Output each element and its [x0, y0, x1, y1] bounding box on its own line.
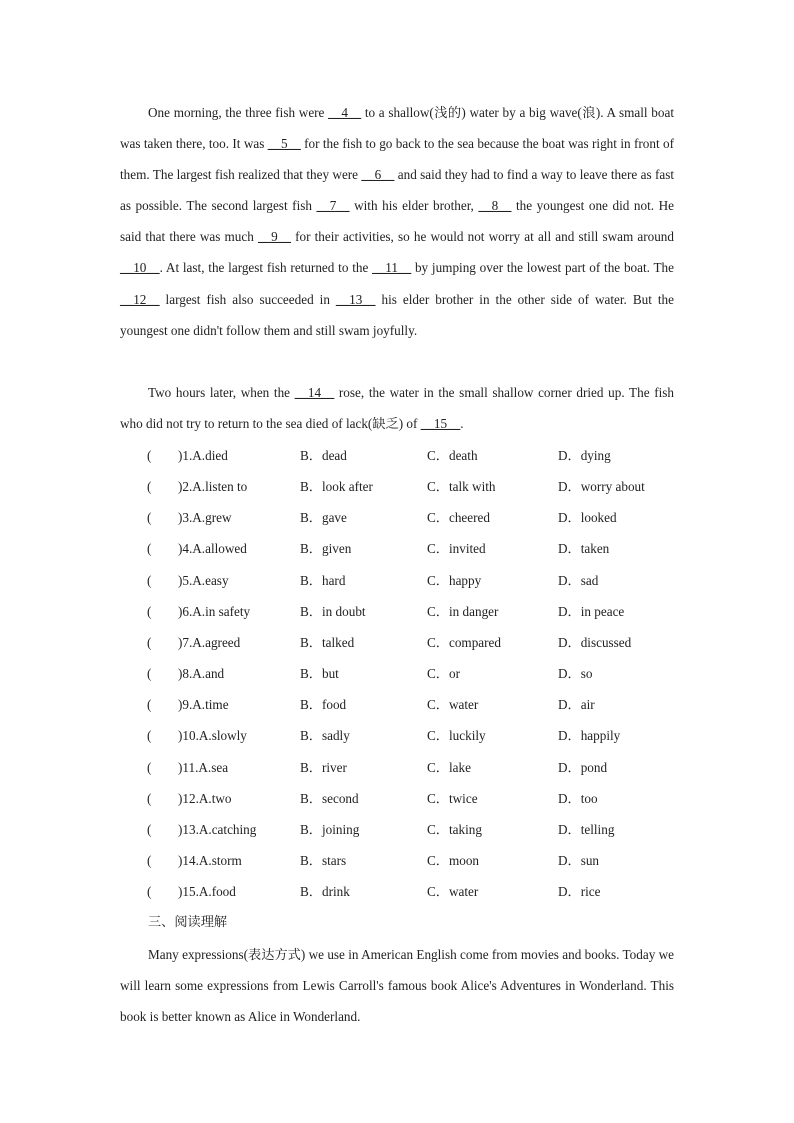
option-b: B．second — [300, 790, 359, 806]
option-d: D．air — [558, 697, 595, 713]
option-b: B．hard — [300, 572, 346, 588]
passage-text: with his elder brother, — [349, 198, 479, 214]
option-c: C．luckily — [427, 728, 486, 744]
question-row — [0, 851, 794, 871]
option-c: C．moon — [427, 852, 480, 868]
answer-paren: ( — [147, 510, 152, 526]
passage-text: to a shallow(浅的) water by a big wave(浪). A small boat was taken there, too. It was — [120, 105, 675, 152]
option-b: B．joining — [300, 821, 360, 837]
question-row — [0, 446, 794, 466]
answer-paren: ( — [147, 852, 152, 868]
blank-11: __11__ — [372, 260, 412, 276]
option-b: B．given — [300, 541, 352, 557]
question-row — [0, 477, 794, 497]
option-c: C．lake — [427, 759, 471, 775]
option-c: C．happy — [427, 572, 482, 588]
option-d: D．sad — [558, 572, 599, 588]
answer-paren: ( — [147, 572, 152, 588]
question-row — [0, 820, 794, 840]
option-b: B．look after — [300, 479, 373, 495]
option-d: D．rice — [558, 884, 601, 900]
question-row — [0, 758, 794, 778]
option-a: )6.A.in safety — [178, 603, 251, 619]
option-b: B．but — [300, 666, 339, 682]
reading-paragraph: Many expressions(表达方式) we use in American English come from movies and books. Today we will learn some expressions from Lewis Carroll's famous book Alice's Adventures in Wonderland. This book is better known as Alice in Wonderland. — [120, 947, 674, 1025]
blank-9: __9__ — [257, 229, 291, 245]
option-b: B．sadly — [300, 728, 350, 744]
passage-text: One morning, the three fish were — [148, 105, 329, 120]
passage-text: the youngest one did not. He said that there was much — [120, 198, 674, 245]
answer-paren: ( — [147, 759, 152, 775]
passage-text: for the fish to go back to the sea because the boat was right in front of them. The largest fish realized that they were — [120, 136, 674, 183]
option-d: D．worry about — [558, 479, 645, 495]
passage-text: rose, the water in the small shallow corner dried up. The fish who did not try to return to the sea died of lack(缺乏) of — [120, 385, 674, 432]
option-a: )13.A.catching — [178, 821, 257, 837]
passage-text: for their activities, so he would not worry at all and still swam around — [290, 229, 674, 245]
option-a: )10.A.slowly — [178, 728, 247, 744]
passage-text: by jumping over the lowest part of the boat. The — [411, 260, 674, 276]
option-c: C．death — [427, 448, 478, 463]
option-d: D．pond — [558, 759, 608, 775]
option-b: B．stars — [300, 852, 347, 868]
passage-text: . — [460, 416, 464, 432]
answer-paren: ( — [147, 603, 152, 619]
question-row — [0, 695, 794, 715]
blank-6: __6__ — [361, 167, 395, 183]
question-row — [0, 539, 794, 559]
option-d: D．too — [558, 790, 598, 806]
answer-paren: ( — [147, 697, 152, 713]
option-d: D．in peace — [558, 603, 625, 619]
option-d: D．telling — [558, 821, 615, 837]
option-b: B．dead — [300, 448, 347, 463]
option-c: C．twice — [427, 790, 478, 806]
answer-paren: ( — [147, 479, 152, 495]
question-row — [0, 633, 794, 653]
question-row — [0, 508, 794, 528]
question-row — [0, 664, 794, 684]
blank-8: __8__ — [478, 198, 512, 214]
answer-paren: ( — [147, 448, 152, 463]
option-a: )5.A.easy — [178, 572, 229, 588]
question-row — [0, 789, 794, 809]
option-d: D．dying — [558, 448, 611, 463]
option-c: C．cheered — [427, 510, 490, 526]
option-a: )9.A.time — [178, 697, 229, 713]
option-c: C．taking — [427, 821, 482, 837]
blank-12: __12__ — [120, 291, 160, 307]
answer-paren: ( — [147, 634, 152, 650]
answer-paren: ( — [147, 790, 152, 806]
answer-paren: ( — [147, 884, 152, 900]
blank-13: __13__ — [335, 291, 376, 307]
question-row — [0, 602, 794, 622]
passage-text: . At last, the largest fish returned to the — [159, 260, 373, 276]
option-b: B．in doubt — [300, 603, 366, 619]
option-c: C．compared — [427, 634, 501, 650]
option-b: B．talked — [300, 634, 355, 650]
blank-15: __15__ — [420, 416, 461, 432]
question-row — [0, 882, 794, 902]
option-a: )3.A.grew — [178, 510, 232, 526]
option-c: C．invited — [427, 541, 486, 557]
passage-text: and said they had to find a way to leave there as fast as possible. The second largest fish — [120, 167, 675, 214]
option-a: )11.A.sea — [178, 759, 229, 775]
answer-paren: ( — [147, 728, 152, 744]
blank-7: __7__ — [316, 198, 350, 214]
blank-5: __5__ — [267, 136, 301, 152]
option-c: C．talk with — [427, 479, 496, 495]
blank-4: __4__ — [328, 105, 362, 120]
passage-paragraph-2 — [120, 377, 674, 439]
option-a: )12.A.two — [178, 790, 232, 806]
section-heading: 三、阅读理解 — [148, 915, 228, 930]
option-c: C．water — [427, 697, 479, 713]
option-c: C．or — [427, 666, 460, 682]
blank-10: __10__ — [120, 260, 160, 276]
answer-paren: ( — [147, 666, 152, 682]
option-c: C．water — [427, 884, 479, 900]
option-d: D．sun — [558, 852, 600, 868]
option-c: C．in danger — [427, 603, 499, 619]
passage-text: his elder brother in the other side of water. But the youngest one didn't follow them and still swam joyfully. — [120, 291, 674, 338]
option-a: )14.A.storm — [178, 852, 242, 868]
option-a: )2.A.listen to — [178, 479, 248, 495]
option-a: )15.A.food — [178, 884, 236, 900]
option-d: D．happily — [558, 728, 621, 744]
option-b: B．gave — [300, 510, 347, 526]
blank-14: __14__ — [294, 385, 335, 400]
answer-paren: ( — [147, 821, 152, 837]
option-b: B．drink — [300, 884, 350, 900]
option-a: )4.A.allowed — [178, 541, 247, 557]
answer-paren: ( — [147, 541, 152, 557]
option-a: )8.A.and — [178, 666, 225, 682]
option-d: D．discussed — [558, 634, 632, 650]
option-b: B．river — [300, 759, 347, 775]
question-row — [0, 571, 794, 591]
passage-text: largest fish also succeeded in — [159, 291, 336, 307]
passage-text: Two hours later, when the — [148, 385, 295, 400]
option-d: D．looked — [558, 510, 617, 526]
option-d: D．taken — [558, 541, 610, 557]
option-d: D．so — [558, 666, 593, 682]
passage-paragraph-1 — [120, 97, 674, 346]
option-b: B．food — [300, 697, 347, 713]
question-row — [0, 726, 794, 746]
option-a: )1.A.died — [178, 448, 228, 463]
option-a: )7.A.agreed — [178, 634, 241, 650]
